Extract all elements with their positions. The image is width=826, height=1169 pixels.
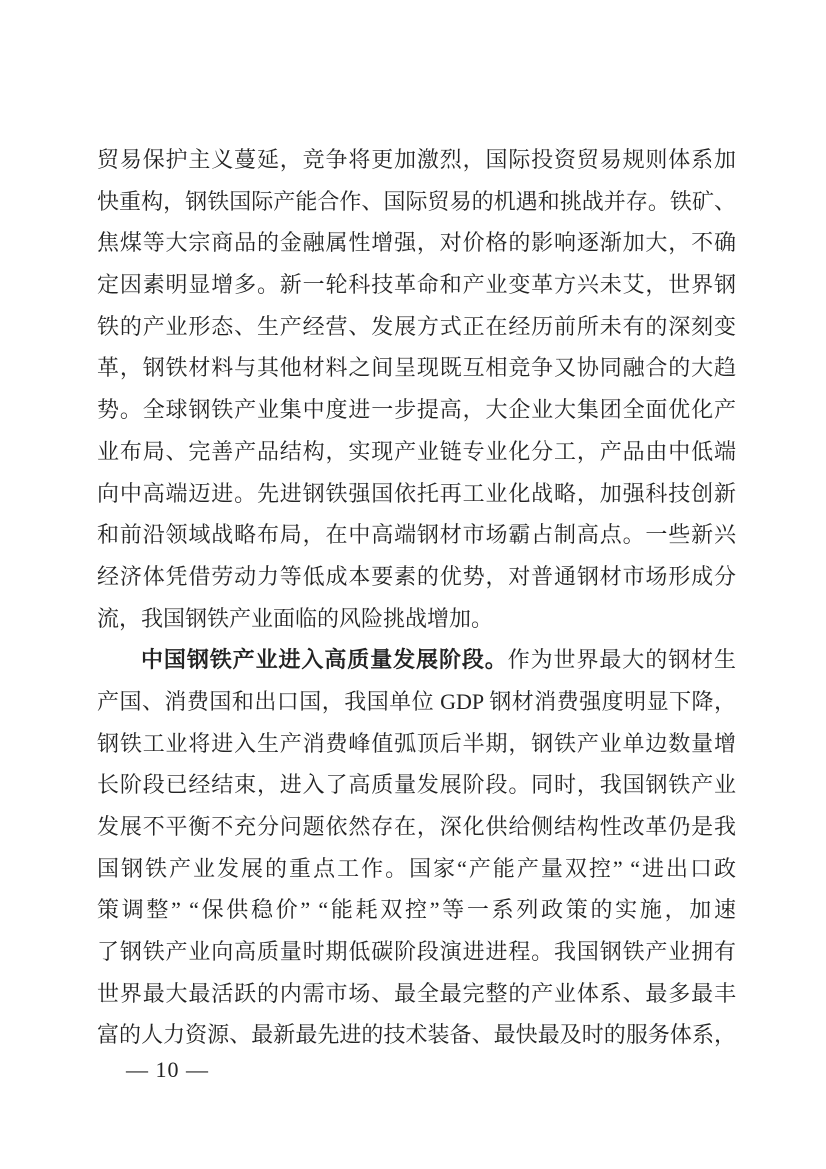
text-line: 了钢铁产业向高质量时期低碳阶段演进进程。我国钢铁产业拥有 xyxy=(97,939,736,965)
text-line: 世界最大最活跃的内需市场、最全最完整的产业体系、最多最丰 xyxy=(97,980,736,1006)
text-line: 钢铁工业将进入生产消费峰值弧顶后半期，钢铁产业单边数量增 xyxy=(97,730,736,756)
text-line: 业布局、完善产品结构，实现产业链专业化分工，产品由中低端 xyxy=(97,438,736,464)
text-line: 发展不平衡不充分问题依然存在，深化供给侧结构性改革仍是我 xyxy=(97,814,736,839)
text-line: 势。全球钢铁产业集中度进一步提高，大企业大集团全面优化产 xyxy=(97,397,736,423)
text-line: 中国钢铁产业进入高质量发展阶段。作为世界最大的钢材生 xyxy=(141,647,736,673)
text-line: 定因素明显增多。新一轮科技革命和产业变革方兴未艾，世界钢 xyxy=(97,272,736,298)
text-line: 产国、消费国和出口国，我国单位 GDP 钢材消费强度明显下降， xyxy=(97,688,736,714)
text-line: 快重构，钢铁国际产能合作、国际贸易的机遇和挑战并存。铁矿、 xyxy=(97,188,736,214)
bold-lead-text: 中国钢铁产业进入高质量发展阶段。 xyxy=(141,647,508,673)
text-line: 流，我国钢铁产业面临的风险挑战增加。 xyxy=(97,605,494,631)
text-line: 和前沿领域战略布局，在中高端钢材市场霸占制高点。一些新兴 xyxy=(97,522,736,548)
text-line: 革，钢铁材料与其他材料之间呈现既互相竞争又协同融合的大趋 xyxy=(97,355,736,381)
text-line: 向中高端迈进。先进钢铁强国依托再工业化战略，加强科技创新 xyxy=(97,480,736,506)
text-line: 贸易保护主义蔓延，竞争将更加激烈，国际投资贸易规则体系加 xyxy=(97,147,736,172)
text-line: 铁的产业形态、生产经营、发展方式正在经历前所未有的深刻变 xyxy=(97,313,736,339)
body-text xyxy=(97,139,736,1056)
text-line: 策调整” “保供稳价” “能耗双控”等一系列政策的实施，加速 xyxy=(97,897,736,923)
text-line: 国钢铁产业发展的重点工作。国家“产能产量双控” “进出口政 xyxy=(97,855,736,881)
text-line: 经济体凭借劳动力等低成本要素的优势，对普通钢材市场形成分 xyxy=(97,563,736,589)
page-number: — 10 — xyxy=(126,1057,209,1082)
text-line: 焦煤等大宗商品的金融属性增强，对价格的影响逐渐加大，不确 xyxy=(97,230,736,256)
text-line: 富的人力资源、最新最先进的技术装备、最快最及时的服务体系， xyxy=(97,1022,736,1048)
text-line: 长阶段已经结束，进入了高质量发展阶段。同时，我国钢铁产业 xyxy=(97,772,736,798)
